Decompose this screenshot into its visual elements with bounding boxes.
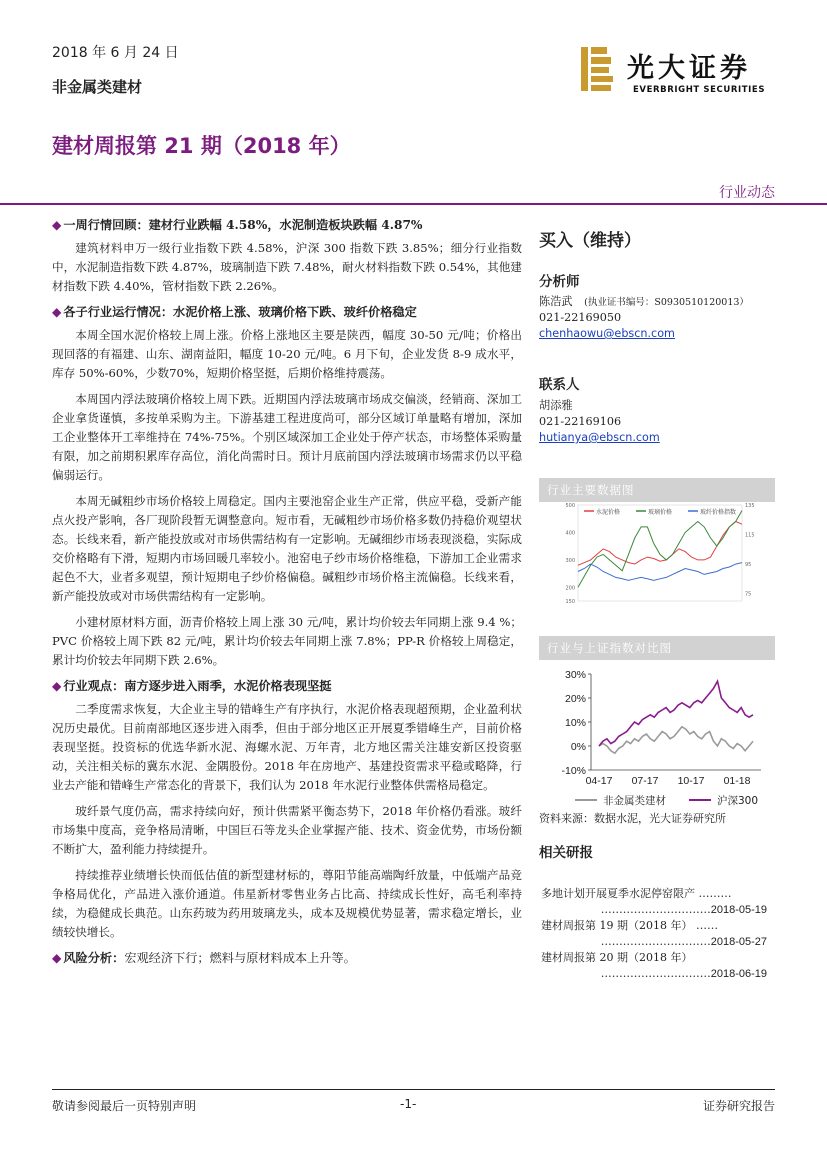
chart1-tick-label: 500 <box>565 503 575 509</box>
main-content <box>52 212 522 972</box>
chart2-series-line <box>599 681 753 746</box>
section-heading: ◆ 各子行业运行情况：水泥价格上涨、玻璃价格下跌、玻纤价格稳定 <box>52 305 417 319</box>
chart2-x-tick-label: 10-17 <box>677 775 705 787</box>
paragraph: 本周无碱粗纱市场价格较上周稳定。国内主要池窑企业生产正常，供应平稳，受新产能点火投产影响，各厂现阶段暂无调整意向。短市看，无碱粗纱市场价格多数仍持稳价观望状态。长线来看，新产能投放或对市场供需结构有一定影响。无碱细纱市场表现淡稳，实际成交价格略有下滑，短期内市场回暖几率较小。池窑电子纱市场价格维稳，下游加工企业需求起色不大，业者多观望，预计短期电子纱价格偏稳。碱粗纱市场价格主流偏稳。长线来看，新产能投放或对市场供需结构有一定影响。 <box>52 494 522 603</box>
footer-divider <box>52 1089 775 1090</box>
contact-name: 胡添雅 <box>539 399 573 412</box>
sector-name: 非金属类建材 <box>52 78 143 96</box>
analyst-phone: 021-22169050 <box>539 311 622 324</box>
chart1-tick-label: 300 <box>565 557 575 564</box>
paragraph: 持续推荐业绩增长快而低估值的新型建材标的，尊阳节能高端陶纤放量，中低端产品竞争格局优化，产品进入涨价通道。伟星新材零售业务占比高、持续成长性好，高毛利率持续，为稳健成长典范。山东药玻为药用玻璃龙头，成本及规模优势显著，需求稳定增长，业绩较快增长。 <box>52 868 522 939</box>
chart2-x-tick-label: 07-17 <box>631 775 659 787</box>
footer-report-type: 证券研究报告 <box>702 1099 775 1113</box>
industry-data-chart <box>560 503 760 611</box>
chart2-x-tick-label: 04-17 <box>585 775 613 787</box>
chart2-title: 行业与上证指数对比图 <box>539 636 775 660</box>
chart1-legend <box>584 508 736 516</box>
related-report-title: 多地计划开展夏季水泥停窑限产 ……… <box>541 887 732 900</box>
header-divider <box>0 203 827 205</box>
chart2-y-tick-label: -10% <box>561 765 586 777</box>
chart1-legend-label: 玻璃价格 <box>648 509 673 516</box>
related-report-item[interactable] <box>541 918 767 950</box>
chart1-title: 行业主要数据图 <box>539 478 775 502</box>
contact-heading: 联系人 <box>539 377 580 393</box>
chart1-tick-label: 75 <box>745 591 752 598</box>
chart1-tick-label: 400 <box>565 530 575 537</box>
paragraph: 本周国内浮法玻璃价格较上周下跌。近期国内浮法玻璃市场成交偏淡，经销商、深加工企业拿货谨慎，多按单采购为主。下游基建工程进度尚可，部分区域订单量略有增加，深加工企业整体开工率维持在 74%-75%。个别区域深加工企业处于停产状态，市场整体采购量有限，加之前期积累库存高位，消化尚需时日。预计月底前国内浮法玻璃市场需求仍以平稳偏弱运行。 <box>52 392 522 482</box>
related-report-date-line: …………………………2018-05-27 <box>600 935 767 948</box>
related-report-item[interactable] <box>541 886 767 918</box>
chart2-legend <box>575 794 758 806</box>
related-research-heading: 相关研报 <box>539 845 593 861</box>
related-report-title: 建材周报第 19 期（2018 年） …… <box>541 919 718 932</box>
analyst-heading: 分析师 <box>539 274 580 290</box>
paragraph: 小建材原材料方面，沥青价格较上周上涨 30 元/吨，累计均价较去年同期上涨 9.4 %；PVC 价格较上周下跌 82 元/吨，累计均价较去年同期上涨 7.8%；PP-R 价格较上周稳定，累计均价较去年同期下跌 2.6%。 <box>52 615 522 667</box>
report-date: 2018 年 6 月 24 日 <box>52 45 179 61</box>
contact-phone: 021-22169106 <box>539 415 622 428</box>
chart1-legend-label: 玻纤价格指数 <box>700 509 737 516</box>
section-heading: ◆ 风险分析：宏观经济下行；燃料与原材料成本上升等。 <box>52 951 356 965</box>
logo-english-name: EVERBRIGHT SECURITIES <box>633 85 766 95</box>
contact-email-link[interactable]: hutianya@ebscn.com <box>539 431 660 444</box>
diamond-bullet-icon: ◆ <box>52 951 62 965</box>
diamond-bullet-icon: ◆ <box>52 305 62 319</box>
chart-source: 资料来源：数据水泥，光大证券研究所 <box>539 812 726 825</box>
chart1-legend-label: 水泥价格 <box>596 509 621 516</box>
report-type-tag: 行业动态 <box>719 185 775 201</box>
chart2-legend-label: 沪深300 <box>717 795 759 806</box>
related-report-item[interactable] <box>541 950 767 982</box>
related-report-title: 建材周报第 20 期（2018 年） <box>541 951 693 964</box>
chart1-tick-label: 150 <box>565 599 575 605</box>
chart1-plot-area <box>578 505 742 601</box>
diamond-bullet-icon: ◆ <box>52 218 62 232</box>
chart2-series-line <box>599 727 753 753</box>
related-report-date-line: …………………………2018-06-19 <box>600 967 767 980</box>
chart1-tick-label: 95 <box>745 562 752 569</box>
chart1-tick-label: 200 <box>565 585 575 592</box>
chart2-legend-label: 非金属类建材 <box>603 795 666 806</box>
paragraph: 建筑材料申万一级行业指数下跌 4.58%，沪深 300 指数下跌 3.85%；细分行业指数中，水泥制造指数下跌 4.87%，玻璃制造下跌 7.48%，耐火材料指数下跌 0.54%，其他建材指数下跌 4.40%，管材指数下跌 2.26%。 <box>52 241 522 293</box>
everbright-logo-icon <box>581 47 617 91</box>
analyst-line <box>539 294 775 311</box>
paragraph: 本周全国水泥价格较上周上涨。价格上涨地区主要是陕西，幅度 30-50 元/吨；价格出现回落的有福建、山东、湖南益阳，幅度 10-20 元/吨。6 月下旬，企业发货 8-9 成水平，库存 50%-60%，少数70%，短期价格坚挺，后期价格维持震荡。 <box>52 328 522 380</box>
chart2-y-tick-label: 0% <box>570 741 586 753</box>
chart1-tick-label: 135 <box>745 503 755 509</box>
section-heading: ◆ 一周行情回顾：建材行业跌幅 4.58%，水泥制造板块跌幅 4.87% <box>52 218 423 232</box>
footer-disclaimer: 敬请参阅最后一页特别声明 <box>52 1099 197 1113</box>
chart2-x-tick-label: 01-18 <box>723 775 751 787</box>
rating: 买入（维持） <box>539 231 641 251</box>
diamond-bullet-icon: ◆ <box>52 679 62 693</box>
chart2-y-tick-label: 20% <box>564 693 586 705</box>
analyst-name: 陈浩武 <box>539 295 573 308</box>
analyst-cert: (执业证书编号：S0930510120013） <box>584 297 749 308</box>
section-heading: ◆ 行业观点：南方逐步进入雨季，水泥价格表现坚挺 <box>52 679 332 693</box>
paragraph: 二季度需求恢复，大企业主导的错峰生产有序执行，水泥价格表现超预期，企业盈利状况历史最优。目前南部地区逐步进入雨季，但由于部分地区正开展夏季错峰生产，目前价格表现坚挺。投资标的优选华新水泥、海螺水泥、万年青，北方地区需关注雄安新区投资驱动，关注相关标的冀东水泥、金隅股份。2018 年在房地产、基建投资需求平稳或略降，行业去产能和错峰生产常态化的背景下，我们认为 2018 年水泥行业整体供需格局稳定。 <box>52 702 522 792</box>
logo-chinese-name: 光大证券 <box>627 53 751 84</box>
index-comparison-chart <box>539 666 775 806</box>
chart2-y-tick-label: 30% <box>564 669 586 681</box>
page-number: -1- <box>400 1097 417 1111</box>
report-title: 建材周报第 21 期（2018 年） <box>52 134 351 158</box>
chart1-tick-label: 115 <box>745 532 755 539</box>
chart2-axes <box>561 669 761 787</box>
paragraph: 玻纤景气度仍高，需求持续向好，预计供需紧平衡态势下，2018 年价格仍看涨。玻纤市场集中度高，竞争格局清晰，中国巨石等龙头企业掌握产能、技术、资金优势，市场份额不断扩大，盈利能力持续提升。 <box>52 804 522 856</box>
chart2-y-tick-label: 10% <box>564 717 586 729</box>
related-report-date-line: …………………………2018-05-19 <box>600 903 767 916</box>
risk-text: 宏观经济下行；燃料与原材料成本上升等。 <box>124 951 356 965</box>
analyst-email-link[interactable]: chenhaowu@ebscn.com <box>539 327 675 340</box>
chart2-lines <box>599 681 753 753</box>
